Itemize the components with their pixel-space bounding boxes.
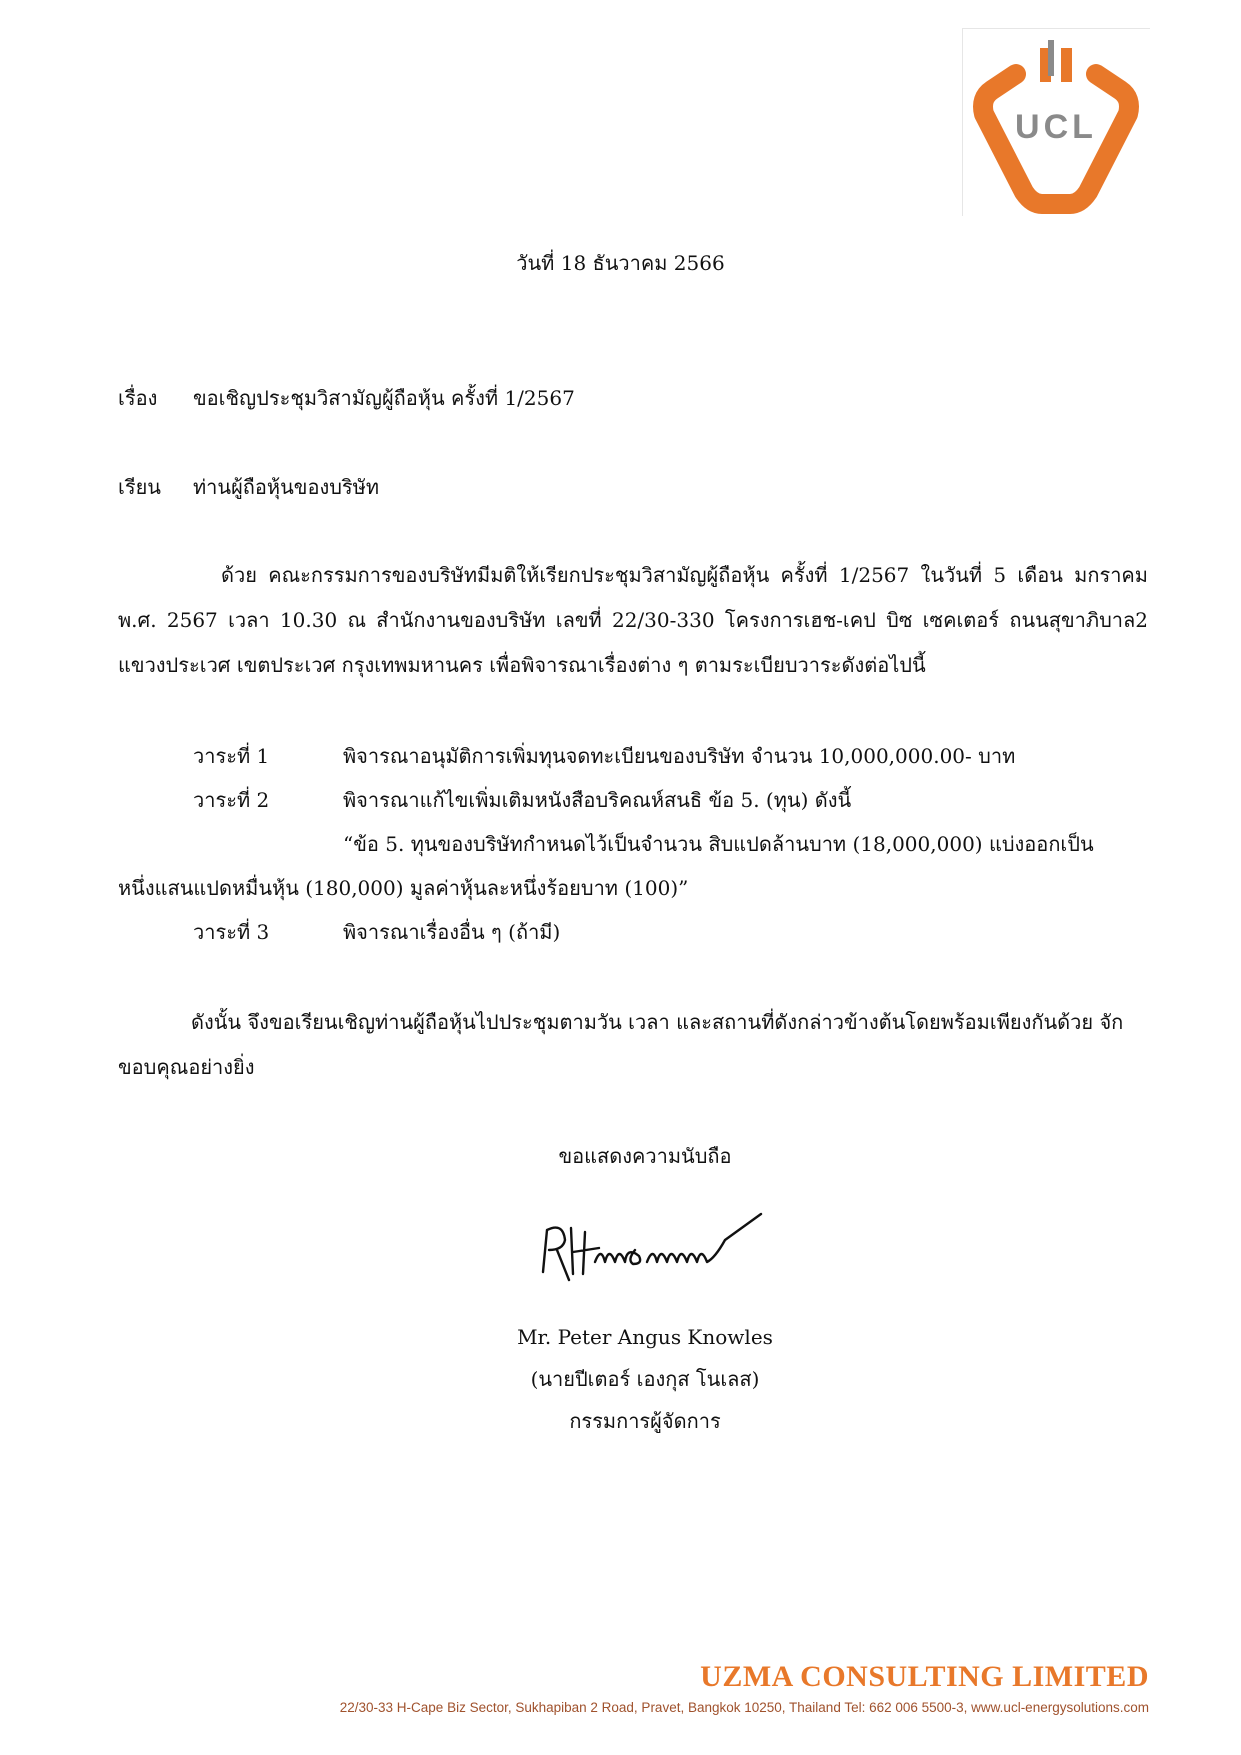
agenda-3-text: พิจารณาเรื่องอื่น ๆ (ถ้ามี) — [343, 920, 561, 944]
agenda-3-label: วาระที่ 3 — [193, 920, 270, 944]
signer-name-en: Mr. Peter Angus Knowles — [517, 1325, 773, 1349]
intro-paragraph: ด้วย คณะกรรมการของบริษัทมีมติให้เรียกประชุมวิสามัญผู้ถือหุ้น ครั้งที่ 1/2567 ในวันที่ 5 เดือน มกราคม พ.ศ. 2567 เวลา 10.30 ณ สำนักงานของบริษัท เลขที่ 22/30-330 โครงการเฮช-เคป บิซ เซคเตอร์ ถนนสุขาภิบาล2 แขวงประเวศ เขตประเวศ กรุงเทพมหานคร เพื่อพิจารณาเรื่องต่าง ๆ ตามระเบียบวาระดังต่อไปนี้ — [118, 563, 1148, 677]
subject-text: ขอเชิญประชุมวิสามัญผู้ถือหุ้น ครั้งที่ 1/2567 — [193, 386, 575, 410]
letter-date: วันที่ 18 ธันวาคม 2566 — [516, 251, 725, 275]
agenda-1-label: วาระที่ 1 — [193, 744, 270, 768]
recipient-label: เรียน — [118, 475, 161, 499]
logo-text: UCL — [1015, 108, 1097, 146]
signer-title: กรรมการผู้จัดการ — [569, 1409, 721, 1433]
recipient-text: ท่านผู้ถือหุ้นของบริษัท — [193, 475, 380, 499]
agenda-2-quote-line-1: “ข้อ 5. ทุนของบริษัทกำหนดไว้เป็นจำนวน สิบแปดล้านบาท (18,000,000) แบ่งออกเป็น — [343, 832, 1094, 856]
company-logo — [962, 28, 1150, 216]
signer-name-th: (นายปีเตอร์ เองกุส โนเลส) — [530, 1367, 760, 1391]
footer-company-name: UZMA CONSULTING LIMITED — [700, 1660, 1149, 1693]
sign-off: ขอแสดงความนับถือ — [558, 1144, 732, 1168]
subject-label: เรื่อง — [118, 386, 158, 410]
agenda-2-quote-line-2: หนึ่งแสนแปดหมื่นหุ้น (180,000) มูลค่าหุ้นละหนึ่งร้อยบาท (100)” — [118, 876, 689, 900]
agenda-1-text: พิจารณาอนุมัติการเพิ่มทุนจดทะเบียนของบริษัท จำนวน 10,000,000.00- บาท — [343, 744, 1016, 768]
closing-paragraph: ดังนั้น จึงขอเรียนเชิญท่านผู้ถือหุ้นไปประชุมตามวัน เวลา และสถานที่ดังกล่าวข้างต้นโดยพร้อมเพียงกันด้วย จักขอบคุณอย่างยิ่ง — [118, 1010, 1124, 1079]
ucl-logo-icon — [962, 28, 1150, 216]
agenda-2-text: พิจารณาแก้ไขเพิ่มเติมหนังสือบริคณห์สนธิ ข้อ 5. (ทุน) ดังนี้ — [343, 788, 852, 812]
signature-image — [535, 1210, 775, 1290]
agenda-2-label: วาระที่ 2 — [193, 788, 270, 812]
footer-address: 22/30-33 H-Cape Biz Sector, Sukhapiban 2 Road, Pravet, Bangkok 10250, Thailand Tel: 662 006 5500-3, www.ucl-energysolutions.com — [339, 1700, 1149, 1715]
